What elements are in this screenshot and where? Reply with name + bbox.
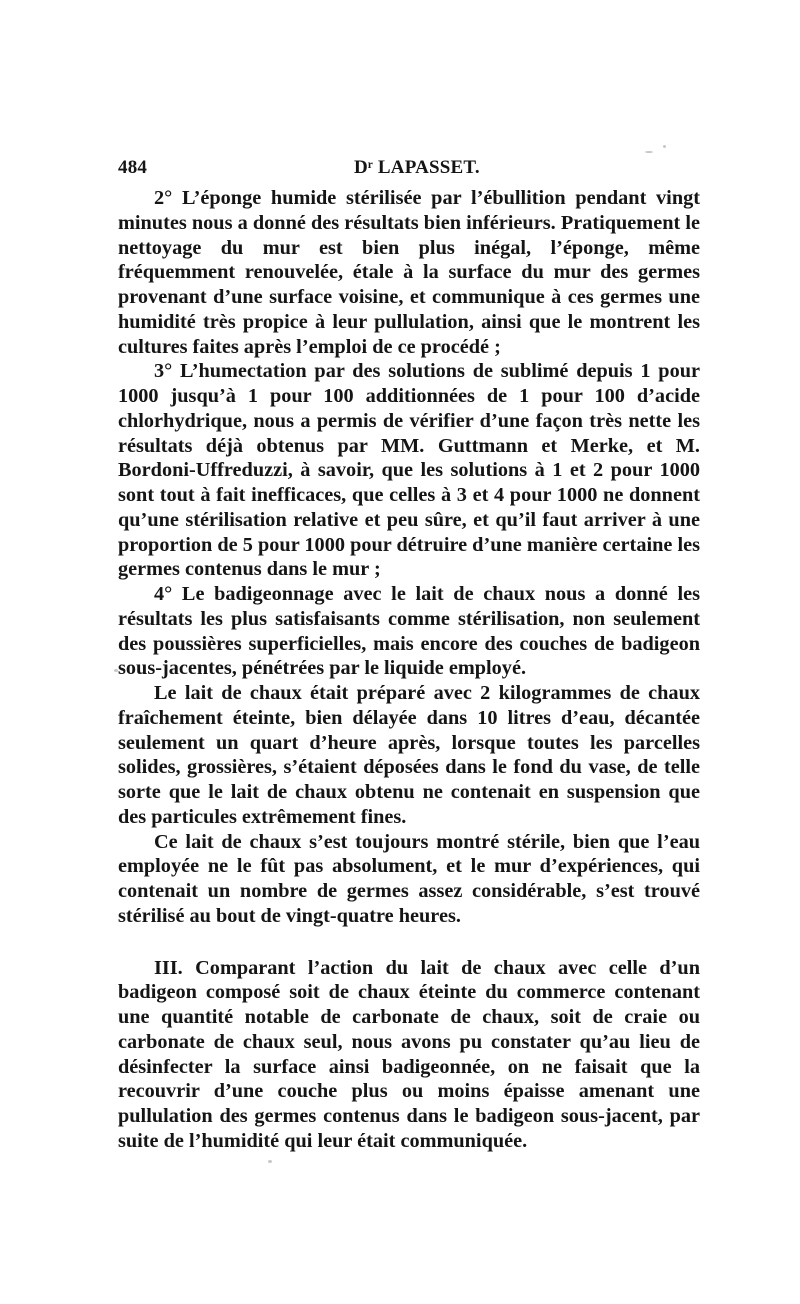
page-header [118, 151, 700, 179]
scan-speck [645, 151, 653, 153]
paragraph-section-three: III. Comparant l’action du lait de chaux avec celle d’un badigeon composé soit de chaux éteinte du commerce contenant une quantité notable de carbonate de chaux, soit de craie ou carbonate de chaux seul, nous avons pu constater qu’au lieu de désinfecter la surface ainsi badigeonnée, on ne faisait que la recouvrir d’une couche plus ou moins épaisse amenant une pullulation des germes contenus dans le badigeon sous-jacent, par suite de l’humidité qui leur était communiquée. [118, 956, 700, 1152]
paragraph-result: Ce lait de chaux s’est toujours montré stérile, bien que l’eau employée ne le fût pas absolument, et le mur d’expériences, qui contenait un nombre de germes assez considérable, s’est trouvé stérilisé au bout de vingt-quatre heures. [118, 830, 700, 927]
page-number: 484 [118, 157, 148, 178]
paragraph-sponge: 2° L’éponge humide stérilisée par l’ébullition pendant vingt minutes nous a donné des résultats bien inférieurs. Pratiquement le nettoyage du mur est bien plus inégal, l’éponge, même fréquemment renouvelée, étale à la surface du mur des germes provenant d’une surface voisine, et communique à ces germes une humidité très propice à leur pullulation, ainsi que le montrent les cultures faites après l’emploi de ce procédé ; [118, 187, 700, 358]
paragraph-sublimate: 3° L’humectation par des solutions de sublimé depuis 1 pour 1000 jusqu’à 1 pour 100 additionnées de 1 pour 100 d’acide chlorhydrique, nous a permis de vérifier d’une façon très nette les résultats déjà obtenus par MM. Guttmann et Merke, et M. Bordoni-Uffreduzzi, à savoir, que les solutions à 1 et 2 pour 1000 sont tout à fait inefficaces, que celles à 3 et 4 pour 1000 ne donnent qu’une stérilisation relative et peu sûre, et qu’il faut arriver à une proportion de 5 pour 1000 pour détruire d’une manière certaine les germes contenus dans le mur ; [118, 360, 700, 581]
paragraph-preparation: Le lait de chaux était préparé avec 2 kilogrammes de chaux fraîchement éteinte, bien délayée dans 10 litres d’eau, décantée seulement un quart d’heure après, lorsque toutes les parcelles solides, grossières, s’étaient déposées dans le fond du vase, de telle sorte que le lait de chaux obtenu ne contenait en suspension que des particules extrêmement fines. [118, 682, 700, 828]
paragraph-whitewash: 4° Le badigeonnage avec le lait de chaux nous a donné les résultats les plus satisfaisants comme stérilisation, non seulement des poussières superficielles, mais encore des couches de badigeon sous-jacentes, pénétrées par le liquide employé. [118, 583, 700, 680]
scan-speck [663, 145, 666, 148]
running-head: Dʳ LAPASSET. [354, 157, 480, 178]
body-text [118, 186, 700, 1154]
section-gap [118, 929, 700, 956]
scan-speck [114, 669, 118, 672]
scan-speck [268, 1160, 272, 1163]
